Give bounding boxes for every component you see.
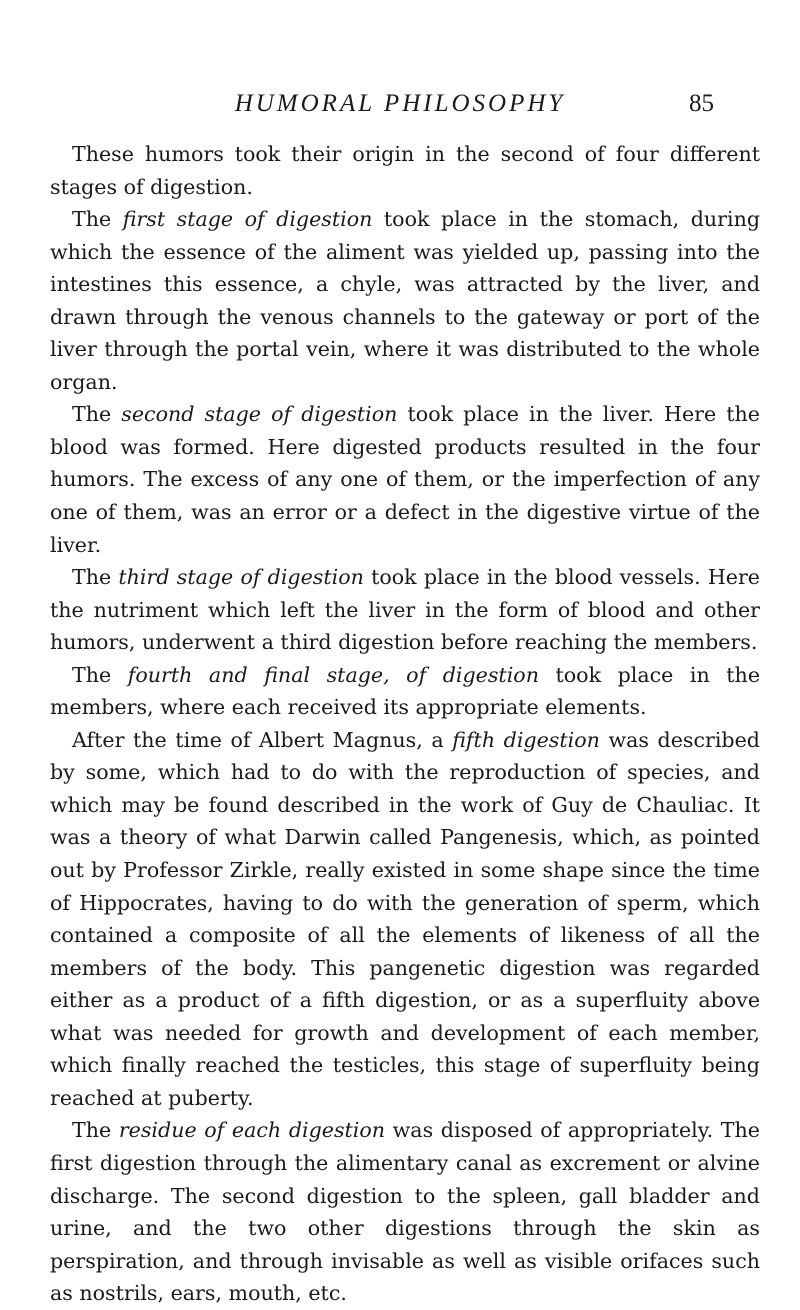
- paragraph-text: took place in the stomach, during which the essence of the aliment was yielded up, passing into the intestines this essence, a chyle, was attracted by the liver, and drawn through the venous channels to the gateway or port of the liver through the portal vein, where it was distributed to the whole organ.: [50, 207, 761, 394]
- paragraph-text: took place in the blood vessels. Here the nutriment which left the liver in the form of blood and other humors, underwent a third digestion before reaching the members.: [50, 565, 760, 655]
- paragraph-text: The: [72, 662, 128, 687]
- italic-term: first stage of digestion: [122, 207, 373, 232]
- italic-term: fifth digestion: [452, 727, 600, 752]
- italic-term: third stage of digestion: [118, 565, 364, 590]
- paragraph-text: These humors took their origin in the second of four different stages of digestion.: [50, 142, 760, 199]
- paragraph: [50, 398, 760, 561]
- paragraph: [50, 561, 760, 659]
- paragraph: [50, 1114, 760, 1309]
- paragraph: [50, 138, 760, 203]
- running-head: HUMORAL PHILOSOPHY: [234, 90, 566, 117]
- paragraph-text: The: [72, 207, 123, 232]
- paragraph-text: After the time of Albert Magnus, a: [72, 727, 453, 752]
- paragraph-text: took place in the liver. Here the blood was formed. Here digested products resulted in the four humors. The excess of any one of them, or the imperfection of any one of them, was an error or a defect in the digestive virtue of the liver.: [50, 402, 760, 557]
- italic-term: residue of each digestion: [118, 1118, 386, 1143]
- paragraph-text: took place in the members, where each received its appropriate elements.: [50, 662, 761, 720]
- paragraph: [50, 659, 760, 724]
- paragraph: [50, 203, 760, 398]
- paragraph: [50, 724, 760, 1115]
- paragraph-text: The: [72, 565, 119, 590]
- paragraph-text: The: [72, 402, 122, 427]
- body-text: [50, 138, 760, 1310]
- page-header: [0, 84, 800, 124]
- paragraph-text: was disposed of appropriately. The first digestion through the alimentary canal as excrement or alvine discharge. The second digestion to the spleen, gall bladder and urine, and the two other digestions through the skin as perspiration, and through invisable as well as visible orifaces such as nostrils, ears, mouth, etc.: [50, 1118, 760, 1306]
- italic-term: second stage of digestion: [121, 402, 398, 427]
- paragraph-text: The: [72, 1118, 119, 1143]
- page-number: 85: [689, 90, 714, 117]
- italic-term: fourth and final stage, of digestion: [127, 662, 539, 687]
- paragraph-text: was described by some, which had to do with the reproduction of species, and which may be found described in the work of Guy de Chauliac. It was a theory of what Darwin called Pangenesis, which, as pointed out by Professor Zirkle, really existed in some shape since the time of Hippocrates, having to do with the generation of sperm, which contained a composite of all the elements of likeness of all the members of the body. This pangenetic digestion was regarded either as a product of a fifth digestion, or as a superfluity above what was needed for growth and development of each member, which finally reached the testicles, this stage of superfluity being reached at puberty.: [50, 727, 760, 1110]
